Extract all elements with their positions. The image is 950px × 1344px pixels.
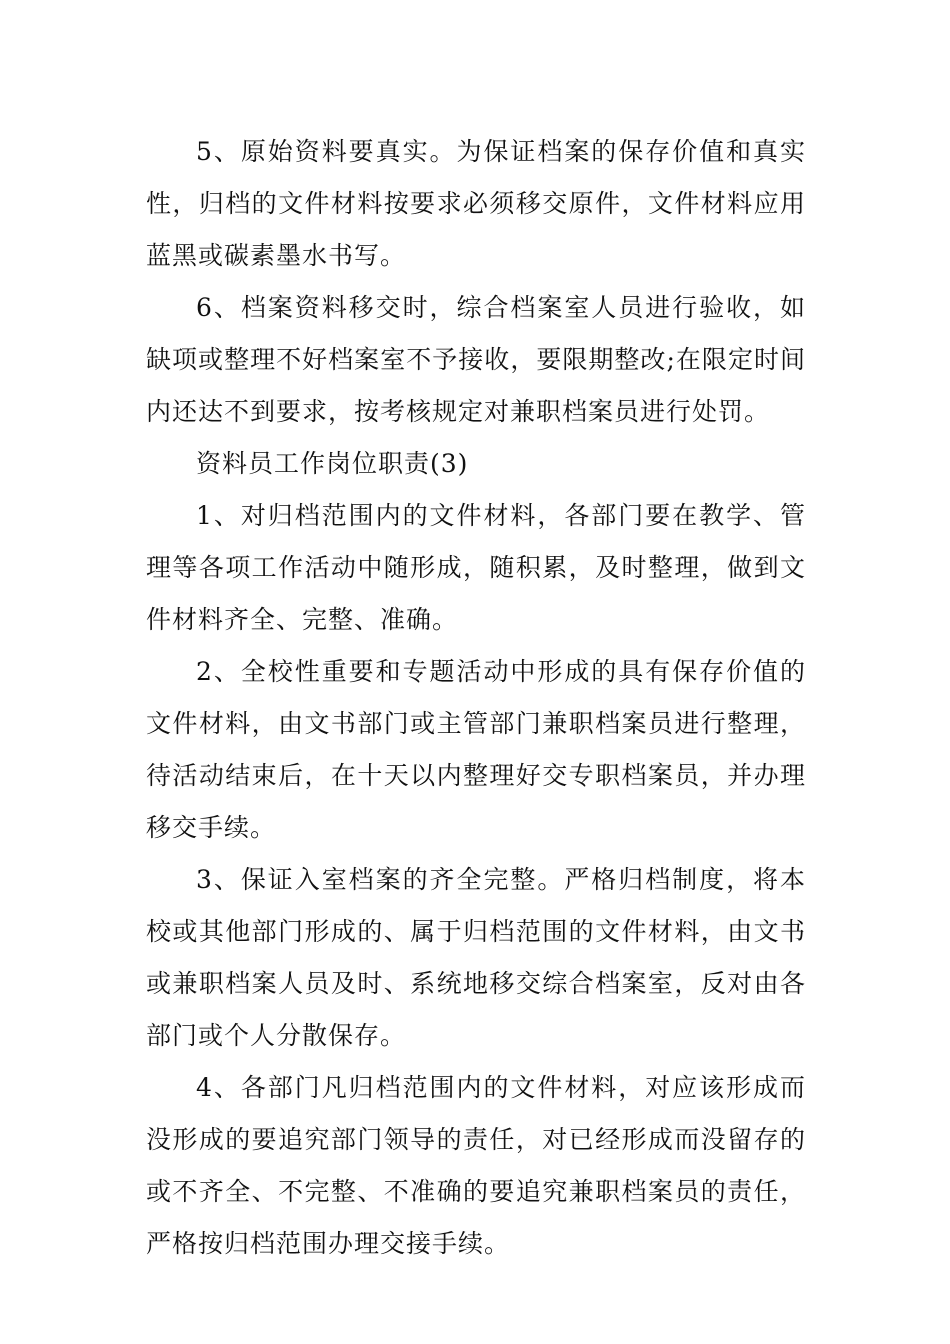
- document-body: [146, 126, 806, 1270]
- paragraph-duty-4: 4、各部门凡归档范围内的文件材料，对应该形成而没形成的要追究部门领导的责任，对已经形成而没留存的或不齐全、不完整、不准确的要追究兼职档案员的责任，严格按归档范围办理交接手续。: [146, 1073, 806, 1258]
- paragraph-duty-1: 1、对归档范围内的文件材料，各部门要在教学、管理等各项工作活动中随形成，随积累，及时整理，做到文件材料齐全、完整、准确。: [146, 501, 806, 634]
- paragraph-duty-3: 3、保证入室档案的齐全完整。严格归档制度，将本校或其他部门形成的、属于归档范围的文件材料，由文书或兼职档案人员及时、系统地移交综合档案室，反对由各部门或个人分散保存。: [146, 865, 806, 1050]
- section-heading: 资料员工作岗位职责(3): [196, 449, 469, 478]
- paragraph-item-6: 6、档案资料移交时，综合档案室人员进行验收，如缺项或整理不好档案室不予接收，要限期整改;在限定时间内还达不到要求，按考核规定对兼职档案员进行处罚。: [146, 293, 806, 426]
- paragraph-duty-2: 2、全校性重要和专题活动中形成的具有保存价值的文件材料，由文书部门或主管部门兼职档案员进行整理，待活动结束后，在十天以内整理好交专职档案员，并办理移交手续。: [146, 657, 806, 842]
- paragraph-item-5: 5、原始资料要真实。为保证档案的保存价值和真实性，归档的文件材料按要求必须移交原件，文件材料应用蓝黑或碳素墨水书写。: [146, 137, 806, 270]
